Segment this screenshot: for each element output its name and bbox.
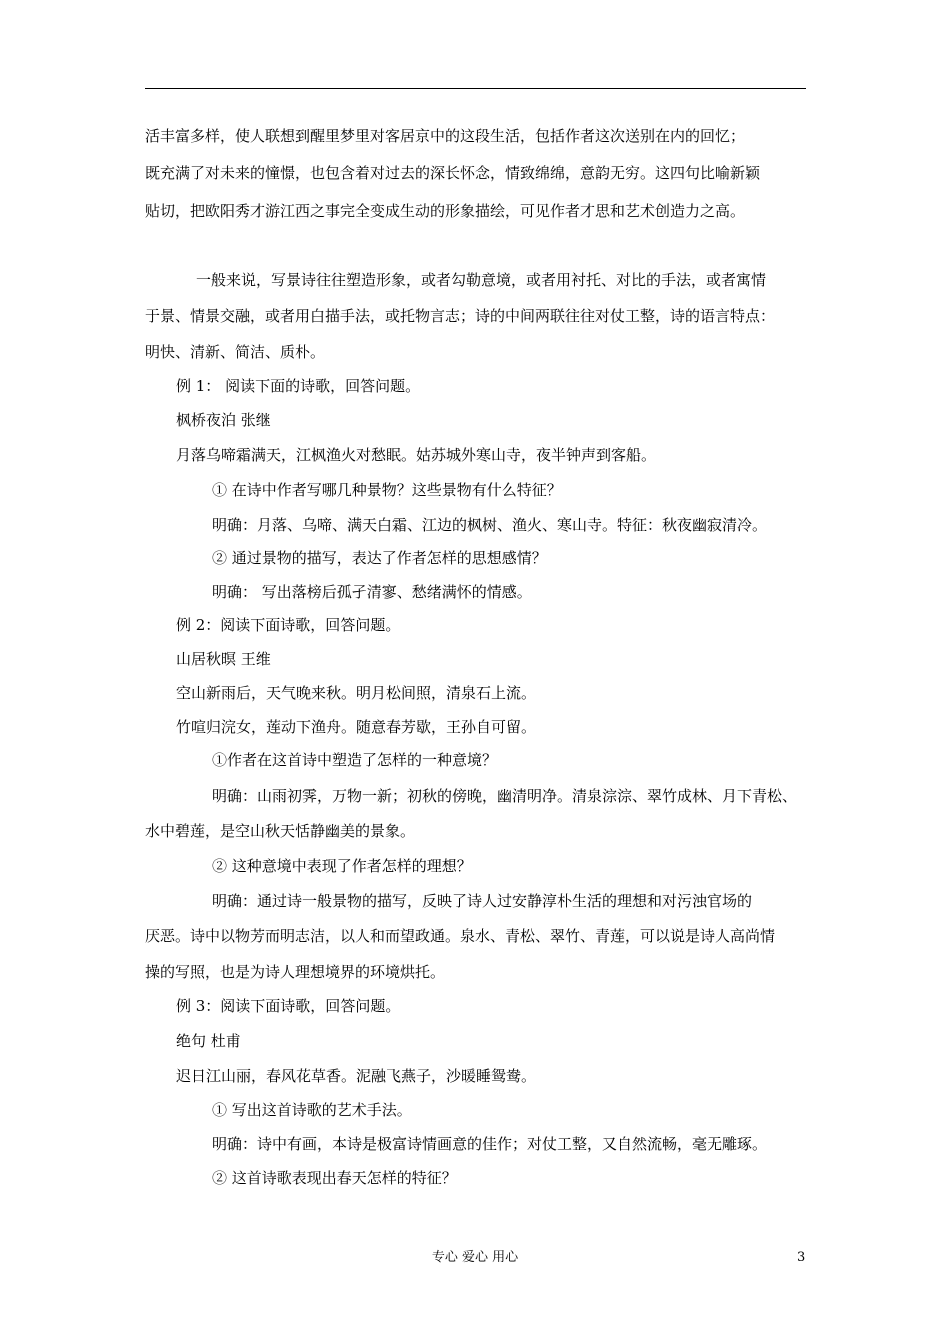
poem-text: 迟日江山丽，春风花草香。泥融飞燕子，沙暖睡鸳鸯。 bbox=[176, 1067, 537, 1085]
poem-text: 空山新雨后，天气晚来秋。明月松间照，清泉石上流。 bbox=[176, 684, 537, 702]
question: ② 这种意境中表现了作者怎样的理想？ bbox=[212, 857, 472, 875]
paragraph-line: 贴切，把欧阳秀才游江西之事完全变成生动的形象描绘，可见作者才思和艺术创造力之高。 bbox=[145, 202, 746, 220]
answer: 明确： 写出落榜后孤孑清寥、愁绪满怀的情感。 bbox=[212, 583, 532, 601]
paragraph-line: 既充满了对未来的憧憬，也包含着对过去的深长怀念，情致绵绵，意韵无穷。这四句比喻新颖 bbox=[145, 164, 761, 182]
poem-title: 枫桥夜泊 张继 bbox=[176, 411, 271, 429]
answer: 明确：通过诗一般景物的描写，反映了诗人过安静淳朴生活的理想和对污浊官场的 bbox=[212, 892, 753, 910]
paragraph-line: 活丰富多样，使人联想到醒里梦里对客居京中的这段生活，包括作者这次送别在内的回忆； bbox=[145, 127, 746, 145]
page-number: 3 bbox=[797, 1250, 806, 1265]
paragraph-line: 明快、清新、简洁、质朴。 bbox=[145, 343, 326, 361]
question: ① 在诗中作者写哪几种景物？这些景物有什么特征？ bbox=[212, 481, 562, 499]
paragraph-line: 一般来说，写景诗往往塑造形象，或者勾勒意境，或者用衬托、对比的手法，或者寓情 bbox=[196, 271, 767, 289]
footer-motto: 专心 爱心 用心 bbox=[431, 1250, 519, 1265]
header-rule bbox=[145, 88, 806, 89]
answer: 明确：月落、乌啼、满天白霜、江边的枫树、渔火、寒山寺。特征：秋夜幽寂清冷。 bbox=[212, 516, 768, 534]
answer: 明确：诗中有画，本诗是极富诗情画意的佳作；对仗工整，又自然流畅，毫无雕琢。 bbox=[212, 1135, 768, 1153]
answer: 明确：山雨初霁，万物一新；初秋的傍晚，幽清明净。清泉淙淙、翠竹成林、月下青松、 bbox=[212, 787, 798, 805]
question: ① 写出这首诗歌的艺术手法。 bbox=[212, 1101, 412, 1119]
poem-text: 月落乌啼霜满天，江枫渔火对愁眠。姑苏城外寒山寺，夜半钟声到客船。 bbox=[176, 446, 657, 464]
paragraph-line: 于景、情景交融，或者用白描手法，或托物言志；诗的中间两联往往对仗工整，诗的语言特点： bbox=[145, 307, 776, 325]
example-heading: 例 3：阅读下面诗歌，回答问题。 bbox=[176, 997, 401, 1015]
poem-text: 竹喧归浣女，莲动下渔舟。随意春芳歇，王孙自可留。 bbox=[176, 718, 537, 736]
example-heading: 例 2：阅读下面诗歌，回答问题。 bbox=[176, 616, 401, 634]
question: ①作者在这首诗中塑造了怎样的一种意境？ bbox=[212, 751, 498, 769]
poem-title: 山居秋暝 王维 bbox=[176, 650, 271, 668]
example-heading: 例 1： 阅读下面的诗歌，回答问题。 bbox=[176, 377, 421, 395]
answer: 操的写照，也是为诗人理想境界的环境烘托。 bbox=[145, 963, 446, 981]
question: ② 通过景物的描写，表达了作者怎样的思想感情？ bbox=[212, 549, 547, 567]
poem-title: 绝句 杜甫 bbox=[176, 1032, 241, 1050]
answer: 水中碧莲，是空山秋天恬静幽美的景象。 bbox=[145, 822, 416, 840]
question: ② 这首诗歌表现出春天怎样的特征？ bbox=[212, 1169, 457, 1187]
answer: 厌恶。诗中以物芳而明志洁，以人和而望政通。泉水、青松、翠竹、青莲，可以说是诗人高尚情 bbox=[145, 927, 776, 945]
